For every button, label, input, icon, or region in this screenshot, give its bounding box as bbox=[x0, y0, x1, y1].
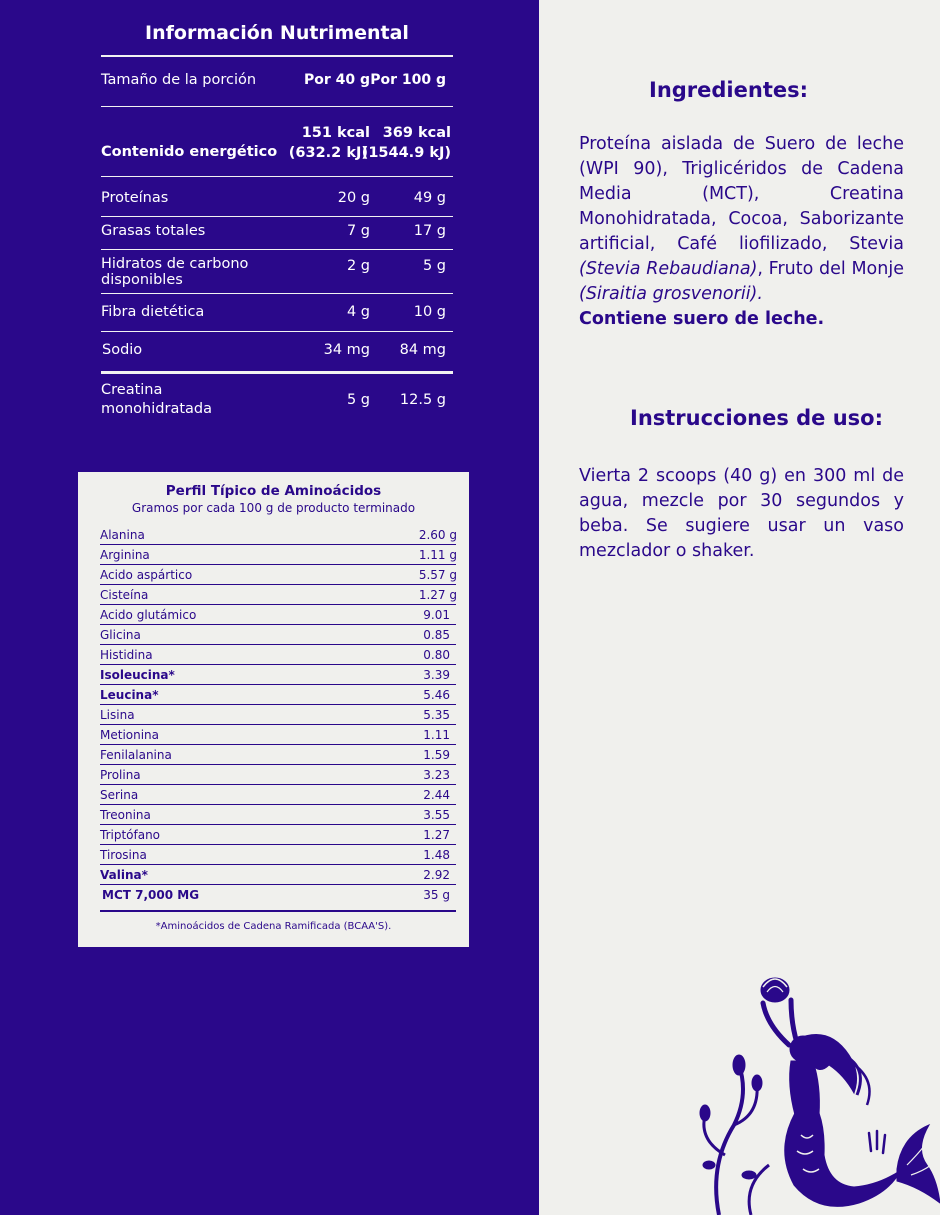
energy-kj-40g: (632.2 kJ) bbox=[288, 145, 368, 161]
nutrient-value-100g: 5 g bbox=[422, 258, 446, 274]
right-panel bbox=[539, 0, 940, 1215]
nutrient-label-cont: monohidratada bbox=[101, 401, 212, 417]
amino-row bbox=[100, 645, 456, 665]
amino-row bbox=[100, 665, 456, 685]
nutrient-value-40g: 2 g bbox=[346, 258, 370, 274]
amino-row bbox=[100, 585, 456, 605]
divider bbox=[101, 293, 453, 294]
amino-value: 1.27 bbox=[423, 828, 450, 842]
amino-value: 5.46 bbox=[423, 688, 450, 702]
amino-subtitle: Gramos por cada 100 g de producto terminado bbox=[131, 501, 416, 515]
amino-value: 5.35 bbox=[423, 708, 450, 722]
divider bbox=[101, 106, 453, 107]
amino-row bbox=[100, 685, 456, 705]
nutrient-value-40g: 5 g bbox=[346, 392, 370, 408]
amino-row-mct bbox=[100, 885, 456, 912]
amino-value: 0.85 bbox=[423, 628, 450, 642]
amino-value: 9.01 bbox=[423, 608, 450, 622]
col-header-40g: Por 40 g bbox=[303, 72, 370, 88]
amino-name: MCT 7,000 MG bbox=[102, 888, 200, 902]
amino-name: Cisteína bbox=[100, 588, 149, 602]
amino-name: Histidina bbox=[100, 648, 153, 662]
amino-name: Tirosina bbox=[100, 848, 147, 862]
amino-value: 1.11 bbox=[423, 728, 450, 742]
amino-name: Glicina bbox=[100, 628, 141, 642]
energy-kcal-100g: 369 kcal bbox=[382, 125, 451, 141]
divider bbox=[101, 176, 453, 177]
amino-row bbox=[100, 845, 456, 865]
amino-title: Perfil Típico de Aminoácidos bbox=[165, 483, 382, 499]
amino-row bbox=[100, 525, 456, 545]
nutrient-row bbox=[101, 382, 453, 420]
amino-value: 1.27 g bbox=[418, 588, 457, 602]
amino-row bbox=[100, 805, 456, 825]
ingredients-italic-b: (Siraitia grosvenorii). bbox=[579, 284, 763, 304]
amino-value: 1.48 bbox=[423, 848, 450, 862]
allergen-warning: Contiene suero de leche. bbox=[579, 309, 825, 329]
amino-name: Acido glutámico bbox=[100, 608, 197, 622]
ingredients-text bbox=[579, 132, 904, 332]
amino-row bbox=[100, 725, 456, 745]
amino-value: 35 g bbox=[423, 888, 450, 902]
divider bbox=[101, 249, 453, 250]
amino-name: Arginina bbox=[100, 548, 150, 562]
amino-name: Fenilalanina bbox=[100, 748, 172, 762]
nutrient-value-100g: 10 g bbox=[413, 304, 446, 320]
nutrient-value-100g: 12.5 g bbox=[399, 392, 446, 408]
amino-name: Acido aspártico bbox=[100, 568, 193, 582]
divider bbox=[101, 55, 453, 57]
divider bbox=[101, 331, 453, 332]
nutrient-label: Grasas totales bbox=[101, 223, 206, 239]
amino-value: 3.23 bbox=[423, 768, 450, 782]
amino-value: 1.11 g bbox=[418, 548, 457, 562]
amino-value: 1.59 bbox=[423, 748, 450, 762]
amino-value: 3.39 bbox=[423, 668, 450, 682]
amino-name: Lisina bbox=[100, 708, 135, 722]
nutrient-value-40g: 20 g bbox=[337, 190, 370, 206]
ingredients-italic-a: (Stevia Rebaudiana) bbox=[579, 259, 758, 279]
divider-thick bbox=[101, 371, 453, 374]
ingredients-text-b: , Fruto del Monje bbox=[757, 259, 904, 279]
amino-value: 3.55 bbox=[423, 808, 450, 822]
amino-row bbox=[100, 625, 456, 645]
amino-name: Valina* bbox=[100, 868, 148, 882]
energy-label: Contenido energético bbox=[101, 144, 278, 160]
nutrient-label: Proteínas bbox=[101, 190, 169, 206]
serving-label: Tamaño de la porción bbox=[101, 72, 257, 88]
amino-name: Serina bbox=[100, 788, 139, 802]
ingredients-text-a: Proteína aislada de Suero de leche (WPI 90), Triglicéridos de Cadena Media (MCT), Creatina Monohidratada, Cocoa, Saborizante artificial, Café liofilizado, Stevia bbox=[579, 134, 904, 254]
nutrient-value-100g: 84 mg bbox=[399, 342, 446, 358]
ingredients-title: Ingredientes: bbox=[649, 78, 808, 102]
amino-row bbox=[100, 545, 456, 565]
nutrient-label: Hidratos de carbono bbox=[101, 256, 249, 272]
nutrient-value-40g: 34 mg bbox=[323, 342, 370, 358]
amino-row bbox=[100, 865, 456, 885]
nutrient-value-40g: 7 g bbox=[346, 223, 370, 239]
nutrient-label: Fibra dietética bbox=[101, 304, 205, 320]
amino-name: Metionina bbox=[100, 728, 160, 742]
amino-value: 0.80 bbox=[423, 648, 450, 662]
amino-value: 2.44 bbox=[423, 788, 450, 802]
amino-name: Triptófano bbox=[100, 828, 161, 842]
amino-row bbox=[100, 705, 456, 725]
divider bbox=[101, 216, 453, 217]
col-header-100g: Por 100 g bbox=[370, 72, 446, 88]
instructions-title: Instrucciones de uso: bbox=[630, 406, 883, 430]
amino-name: Leucina* bbox=[100, 688, 159, 702]
nutrient-row bbox=[101, 256, 453, 290]
nutrient-label: Sodio bbox=[102, 342, 143, 358]
mermaid-illustration bbox=[679, 965, 940, 1215]
energy-row bbox=[101, 125, 453, 165]
amino-row bbox=[100, 825, 456, 845]
energy-kj-100g: (1544.9 kJ) bbox=[361, 145, 451, 161]
amino-value: 2.60 g bbox=[418, 528, 457, 542]
amino-row bbox=[100, 765, 456, 785]
energy-kcal-40g: 151 kcal bbox=[301, 125, 370, 141]
nutrient-label-cont: disponibles bbox=[101, 272, 183, 288]
amino-footnote: *Aminoácidos de Cadena Ramificada (BCAA'S). bbox=[155, 921, 392, 932]
amino-name: Treonina bbox=[100, 808, 151, 822]
amino-name: Prolina bbox=[100, 768, 141, 782]
amino-row bbox=[100, 745, 456, 765]
nutrient-value-40g: 4 g bbox=[346, 304, 370, 320]
amino-name: Alanina bbox=[100, 528, 145, 542]
nutrient-value-100g: 17 g bbox=[413, 223, 446, 239]
amino-value: 2.92 bbox=[423, 868, 450, 882]
nutrient-label: Creatina bbox=[101, 382, 163, 398]
nutrient-value-100g: 49 g bbox=[413, 190, 446, 206]
instructions-text: Vierta 2 scoops (40 g) en 300 ml de agua, mezcle por 30 segundos y beba. Se sugiere usar un vaso mezclador o shaker. bbox=[579, 466, 904, 561]
amino-acid-panel bbox=[78, 472, 469, 947]
amino-row bbox=[100, 605, 456, 625]
amino-row bbox=[100, 785, 456, 805]
amino-value: 5.57 g bbox=[418, 568, 457, 582]
amino-row bbox=[100, 565, 456, 585]
amino-name: Isoleucina* bbox=[100, 668, 175, 682]
nutrition-title: Información Nutrimental bbox=[145, 22, 409, 44]
